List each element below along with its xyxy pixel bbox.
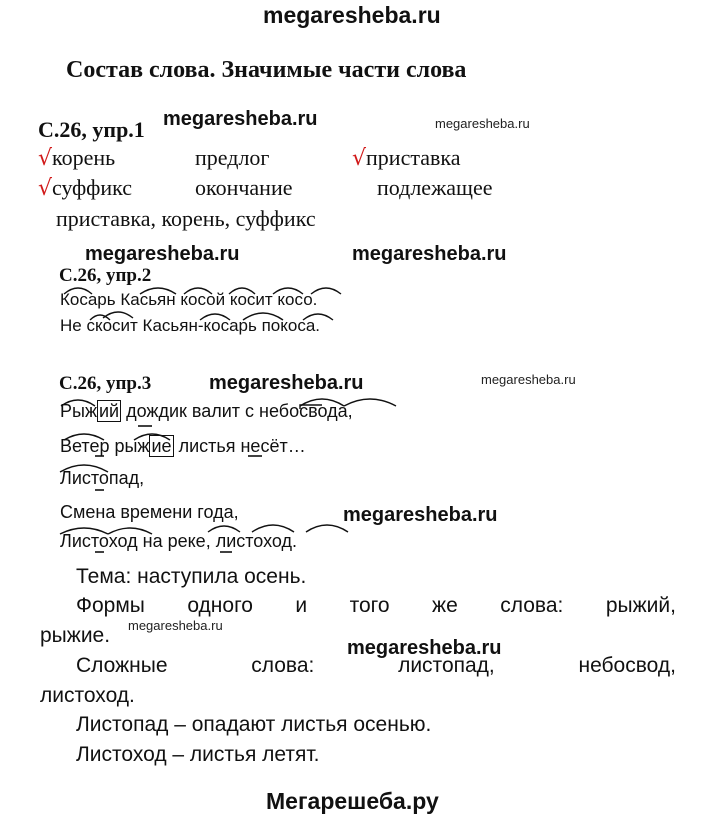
ex3-paragraph-5: Листоход – листья летят.: [76, 743, 320, 766]
word: слова:: [500, 594, 564, 617]
word: слова:: [251, 654, 315, 677]
page-title: Состав слова. Значимые части слова: [66, 57, 467, 83]
watermark: megaresheba.ru: [163, 108, 318, 130]
exercise-2-label: С.26, упр.2: [59, 265, 152, 286]
word: того: [349, 594, 390, 617]
footer-brand: Мегарешеба.ру: [266, 788, 439, 814]
word: же: [432, 594, 458, 617]
text-fragment: дождик валит с небосвода,: [121, 401, 353, 421]
ex1-option: суффикс: [52, 175, 133, 200]
text-fragment: Рыж: [60, 401, 97, 421]
ex1-answer: приставка, корень, суффикс: [56, 206, 316, 231]
text-fragment: листья несёт…: [173, 436, 306, 456]
ex3-paragraph-2-end: рыжие.: [40, 624, 111, 647]
ex3-paragraph-3-end: листоход.: [40, 684, 135, 707]
watermark: megaresheba.ru: [347, 637, 502, 659]
watermark: megaresheba.ru: [481, 372, 576, 387]
word: одного: [187, 594, 253, 617]
watermark: megaresheba.ru: [435, 116, 530, 131]
ex1-option: подлежащее: [377, 175, 493, 200]
check-icon: √: [352, 146, 367, 171]
exercise-1-label: С.26, упр.1: [38, 117, 145, 142]
ex3-paragraph-1: Тема: наступила осень.: [76, 565, 307, 588]
ex1-option: корень: [52, 145, 116, 170]
ex3-line-5: Листоход на реке, листоход.: [60, 531, 298, 551]
check-icon: √: [38, 146, 53, 171]
watermark: megaresheba.ru: [128, 618, 223, 633]
watermark: megaresheba.ru: [343, 504, 498, 526]
exercise-3-label: С.26, упр.3: [59, 373, 152, 394]
ex3-line-3: Листопад,: [60, 468, 145, 488]
ex3-line-4: Смена времени года,: [60, 502, 239, 522]
ex2-line-1: Косарь Касьян косой косит косо.: [60, 290, 318, 309]
ex1-option: окончание: [195, 175, 293, 200]
watermark: megaresheba.ru: [209, 372, 364, 394]
check-icon: √: [38, 176, 53, 201]
watermark: megaresheba.ru: [85, 243, 240, 265]
ending-box: ие: [151, 436, 172, 456]
text-fragment: Ветер рыж: [60, 436, 150, 456]
word: листопад,: [398, 654, 495, 677]
watermark: megaresheba.ru: [352, 243, 507, 265]
word: рыжий,: [605, 594, 676, 617]
word: и: [295, 594, 308, 617]
watermark-top: megaresheba.ru: [263, 2, 441, 28]
ex1-option: приставка: [366, 145, 461, 170]
ex1-option: предлог: [195, 145, 270, 170]
ex3-paragraph-4: Листопад – опадают листья осенью.: [76, 713, 432, 736]
word: небосвод,: [578, 654, 676, 677]
word: Формы: [76, 594, 145, 617]
ending-box: ий: [98, 401, 120, 421]
word: Сложные: [76, 654, 168, 677]
ex2-line-2: Не скосит Касьян-косарь покоса.: [60, 316, 321, 335]
